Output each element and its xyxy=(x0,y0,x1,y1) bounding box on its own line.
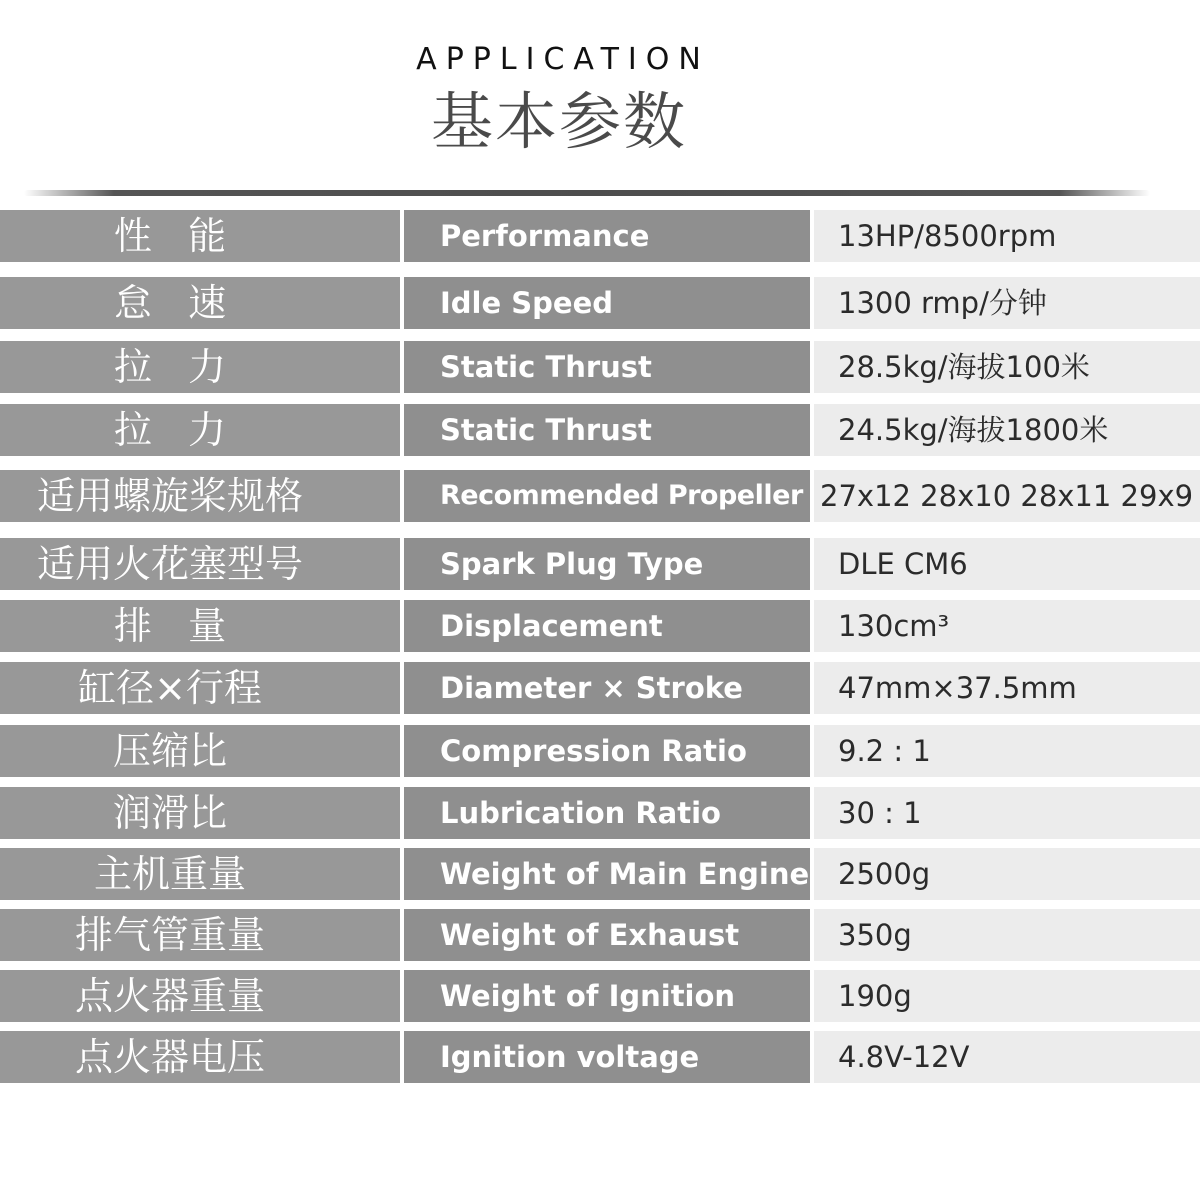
row-label-en-cell xyxy=(404,600,810,652)
table-row xyxy=(0,600,1200,652)
table-row xyxy=(0,725,1200,777)
table-row xyxy=(0,404,1200,456)
row-label-cn: 缸径×行程 xyxy=(78,666,262,710)
row-value: DLE CM6 xyxy=(838,547,968,581)
row-label-en-cell xyxy=(404,787,810,839)
page-title: 基本参数 xyxy=(430,85,687,158)
row-label-cn-cell xyxy=(0,787,400,839)
row-label-en: Recommended Propeller xyxy=(440,480,803,511)
table-row xyxy=(0,277,1200,329)
row-label-cn-cell xyxy=(0,1031,400,1083)
table-row xyxy=(0,848,1200,900)
row-value: 1300 rmp/分钟 xyxy=(838,286,1047,320)
row-value: 350g xyxy=(838,918,912,952)
row-label-cn-cell xyxy=(0,662,400,714)
table-row xyxy=(0,909,1200,961)
row-label-en-cell xyxy=(404,404,810,456)
row-label-cn-cell xyxy=(0,909,400,961)
row-value-cell xyxy=(814,725,1200,777)
row-label-cn: 压缩比 xyxy=(112,729,227,773)
row-value: 190g xyxy=(838,979,912,1013)
row-label-en-cell xyxy=(404,341,810,393)
row-value: 24.5kg/海拔1800米 xyxy=(838,413,1109,447)
row-value-cell xyxy=(814,1031,1200,1083)
row-label-cn: 拉 力 xyxy=(113,345,227,389)
row-label-cn-cell xyxy=(0,470,400,522)
table-row xyxy=(0,1031,1200,1083)
row-value-cell xyxy=(814,787,1200,839)
row-value-cell xyxy=(814,277,1200,329)
row-value-cell xyxy=(814,970,1200,1022)
row-value-cell xyxy=(814,600,1200,652)
row-label-en: Weight of Ignition xyxy=(440,979,736,1013)
row-value-cell xyxy=(814,909,1200,961)
row-label-cn: 怠 速 xyxy=(113,281,227,325)
row-value: 4.8V-12V xyxy=(838,1040,970,1074)
table-row xyxy=(0,470,1200,522)
row-value: 27x12 28x10 28x11 29x9 xyxy=(820,479,1194,513)
row-label-en: Performance xyxy=(440,219,650,253)
row-label-cn: 点火器电压 xyxy=(74,1035,265,1079)
row-label-cn-cell xyxy=(0,600,400,652)
row-label-en: Spark Plug Type xyxy=(440,547,704,581)
row-value: 130cm³ xyxy=(838,609,950,643)
row-label-cn: 润滑比 xyxy=(112,791,227,835)
row-label-en-cell xyxy=(404,662,810,714)
row-value: 30 : 1 xyxy=(838,796,922,830)
row-label-cn-cell xyxy=(0,848,400,900)
row-label-en-cell xyxy=(404,470,810,522)
header-subtitle: APPLICATION xyxy=(416,42,710,77)
table-row xyxy=(0,970,1200,1022)
row-label-en-cell xyxy=(404,848,810,900)
row-label-en: Weight of Main Engine xyxy=(440,857,810,891)
row-value-cell xyxy=(814,210,1200,262)
row-label-cn: 主机重量 xyxy=(93,852,246,896)
row-label-en: Compression Ratio xyxy=(440,734,747,768)
table-row xyxy=(0,210,1200,262)
row-label-cn: 拉 力 xyxy=(113,408,227,452)
row-label-cn-cell xyxy=(0,404,400,456)
row-label-en: Idle Speed xyxy=(440,286,613,320)
row-label-cn-cell xyxy=(0,538,400,590)
row-label-en-cell xyxy=(404,277,810,329)
row-label-cn: 排气管重量 xyxy=(74,913,265,957)
row-label-en-cell xyxy=(404,909,810,961)
row-label-cn: 点火器重量 xyxy=(74,974,265,1018)
row-label-en: Displacement xyxy=(440,609,663,643)
row-value: 13HP/8500rpm xyxy=(838,219,1057,253)
row-label-en: Diameter × Stroke xyxy=(440,671,743,705)
row-value-cell xyxy=(814,470,1200,522)
row-label-cn-cell xyxy=(0,725,400,777)
row-label-cn-cell xyxy=(0,970,400,1022)
row-label-en-cell xyxy=(404,210,810,262)
row-label-en: Lubrication Ratio xyxy=(440,796,721,830)
row-label-en-cell xyxy=(404,1031,810,1083)
row-label-cn: 排 量 xyxy=(113,604,227,648)
table-row xyxy=(0,662,1200,714)
row-label-en: Static Thrust xyxy=(440,350,652,384)
row-value-cell xyxy=(814,404,1200,456)
row-label-cn: 适用火花塞型号 xyxy=(36,542,303,586)
row-label-en-cell xyxy=(404,538,810,590)
row-value-cell xyxy=(814,538,1200,590)
row-value-cell xyxy=(814,662,1200,714)
row-value-cell xyxy=(814,848,1200,900)
row-label-en: Weight of Exhaust xyxy=(440,918,740,952)
row-value-cell xyxy=(814,341,1200,393)
row-label-cn-cell xyxy=(0,210,400,262)
table-row xyxy=(0,538,1200,590)
row-label-en-cell xyxy=(404,725,810,777)
table-row xyxy=(0,341,1200,393)
table-row xyxy=(0,787,1200,839)
row-value: 9.2 : 1 xyxy=(838,734,931,768)
row-value: 2500g xyxy=(838,857,931,891)
row-label-en-cell xyxy=(404,970,810,1022)
row-label-cn: 适用螺旋桨规格 xyxy=(36,474,303,518)
row-value: 28.5kg/海拔100米 xyxy=(838,350,1090,384)
row-label-cn-cell xyxy=(0,277,400,329)
row-label-en: Ignition voltage xyxy=(440,1040,700,1074)
row-value: 47mm×37.5mm xyxy=(838,671,1077,705)
row-label-cn: 性 能 xyxy=(113,214,227,258)
row-label-cn-cell xyxy=(0,341,400,393)
row-label-en: Static Thrust xyxy=(440,413,652,447)
